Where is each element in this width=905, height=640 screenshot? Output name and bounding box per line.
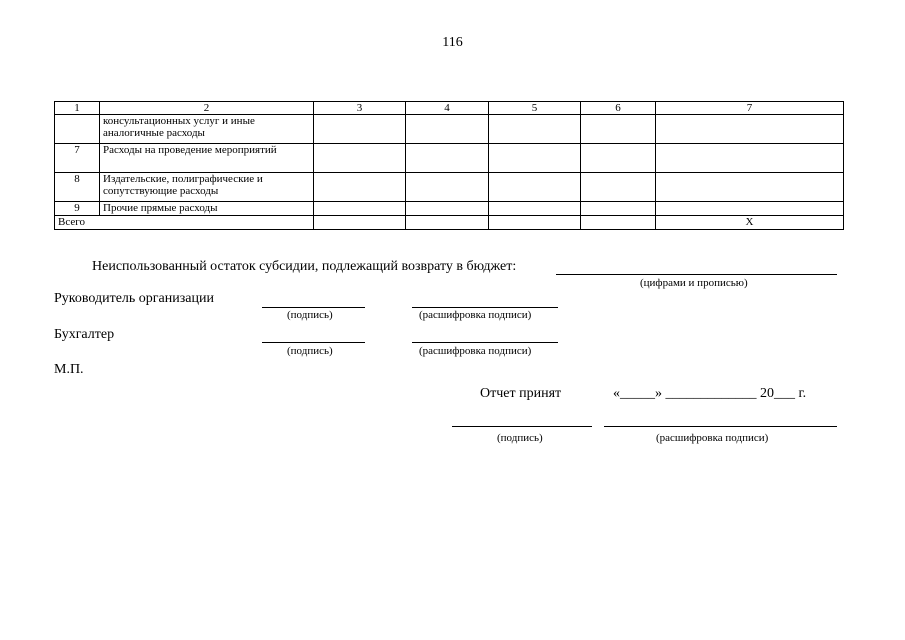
table-cell: [489, 202, 581, 216]
head-signature-line: [262, 307, 365, 308]
refund-caption: (цифрами и прописью): [640, 277, 748, 289]
refund-text: Неиспользованный остаток субсидии, подлежащий возврату в бюджет:: [92, 259, 517, 274]
head-signature-caption: (подпись): [287, 309, 333, 321]
table-cell: [406, 216, 489, 230]
table-cell: [656, 202, 844, 216]
table-cell: [314, 202, 406, 216]
table-cell: [581, 173, 656, 202]
accountant-signature-caption: (подпись): [287, 345, 333, 357]
table-row: [55, 202, 844, 216]
table-row: [55, 144, 844, 173]
head-decoding-caption: (расшифровка подписи): [419, 309, 532, 321]
accepted-signature-line: [452, 426, 592, 427]
table-cell: [581, 202, 656, 216]
row-number: 7: [55, 144, 100, 173]
column-header: 4: [406, 102, 489, 115]
column-header: 6: [581, 102, 656, 115]
total-col7: X: [656, 216, 844, 230]
row-name: Прочие прямые расходы: [100, 202, 314, 216]
table-cell: [656, 115, 844, 144]
row-name: Издательские, полиграфические и сопутствующие расходы: [100, 173, 314, 202]
row-name: консультационных услуг и иные аналогичные расходы: [100, 115, 314, 144]
table-cell: [656, 144, 844, 173]
table-header-row: [55, 102, 844, 115]
table-cell: [406, 144, 489, 173]
table-cell: [656, 173, 844, 202]
column-header: 3: [314, 102, 406, 115]
column-header: 7: [656, 102, 844, 115]
table-row: [55, 173, 844, 202]
accepted-decoding-line: [604, 426, 837, 427]
column-header: 2: [100, 102, 314, 115]
head-decoding-line: [412, 307, 558, 308]
column-header: 5: [489, 102, 581, 115]
table-cell: [406, 173, 489, 202]
row-number: [55, 115, 100, 144]
table-cell: [489, 144, 581, 173]
table-cell: [489, 173, 581, 202]
table-cell: [581, 115, 656, 144]
column-header: 1: [55, 102, 100, 115]
table-cell: [314, 216, 406, 230]
page-number: 116: [442, 35, 463, 50]
accountant-decoding-caption: (расшифровка подписи): [419, 345, 532, 357]
accountant-label: Бухгалтер: [54, 327, 115, 342]
stamp-label: М.П.: [54, 362, 84, 377]
table-cell: [406, 202, 489, 216]
table-cell: [489, 216, 581, 230]
table-row: [55, 115, 844, 144]
table-cell: [581, 216, 656, 230]
table-cell: [581, 144, 656, 173]
row-number: 8: [55, 173, 100, 202]
row-number: 9: [55, 202, 100, 216]
accepted-decoding-caption: (расшифровка подписи): [656, 432, 769, 444]
accountant-decoding-line: [412, 342, 558, 343]
head-label: Руководитель организации: [54, 291, 214, 306]
row-name: Расходы на проведение мероприятий: [100, 144, 314, 173]
table-cell: [314, 173, 406, 202]
table-total-row: [55, 216, 844, 230]
total-label: Всего: [55, 216, 314, 230]
date-line: «_____» _____________ 20___ г.: [613, 386, 807, 401]
expense-table: [54, 101, 844, 230]
report-accepted-label: Отчет принят: [480, 386, 562, 401]
table-cell: [406, 115, 489, 144]
table-cell: [314, 144, 406, 173]
accepted-signature-caption: (подпись): [497, 432, 543, 444]
accountant-signature-line: [262, 342, 365, 343]
table-cell: [489, 115, 581, 144]
refund-amount-line: [556, 274, 837, 275]
table-cell: [314, 115, 406, 144]
